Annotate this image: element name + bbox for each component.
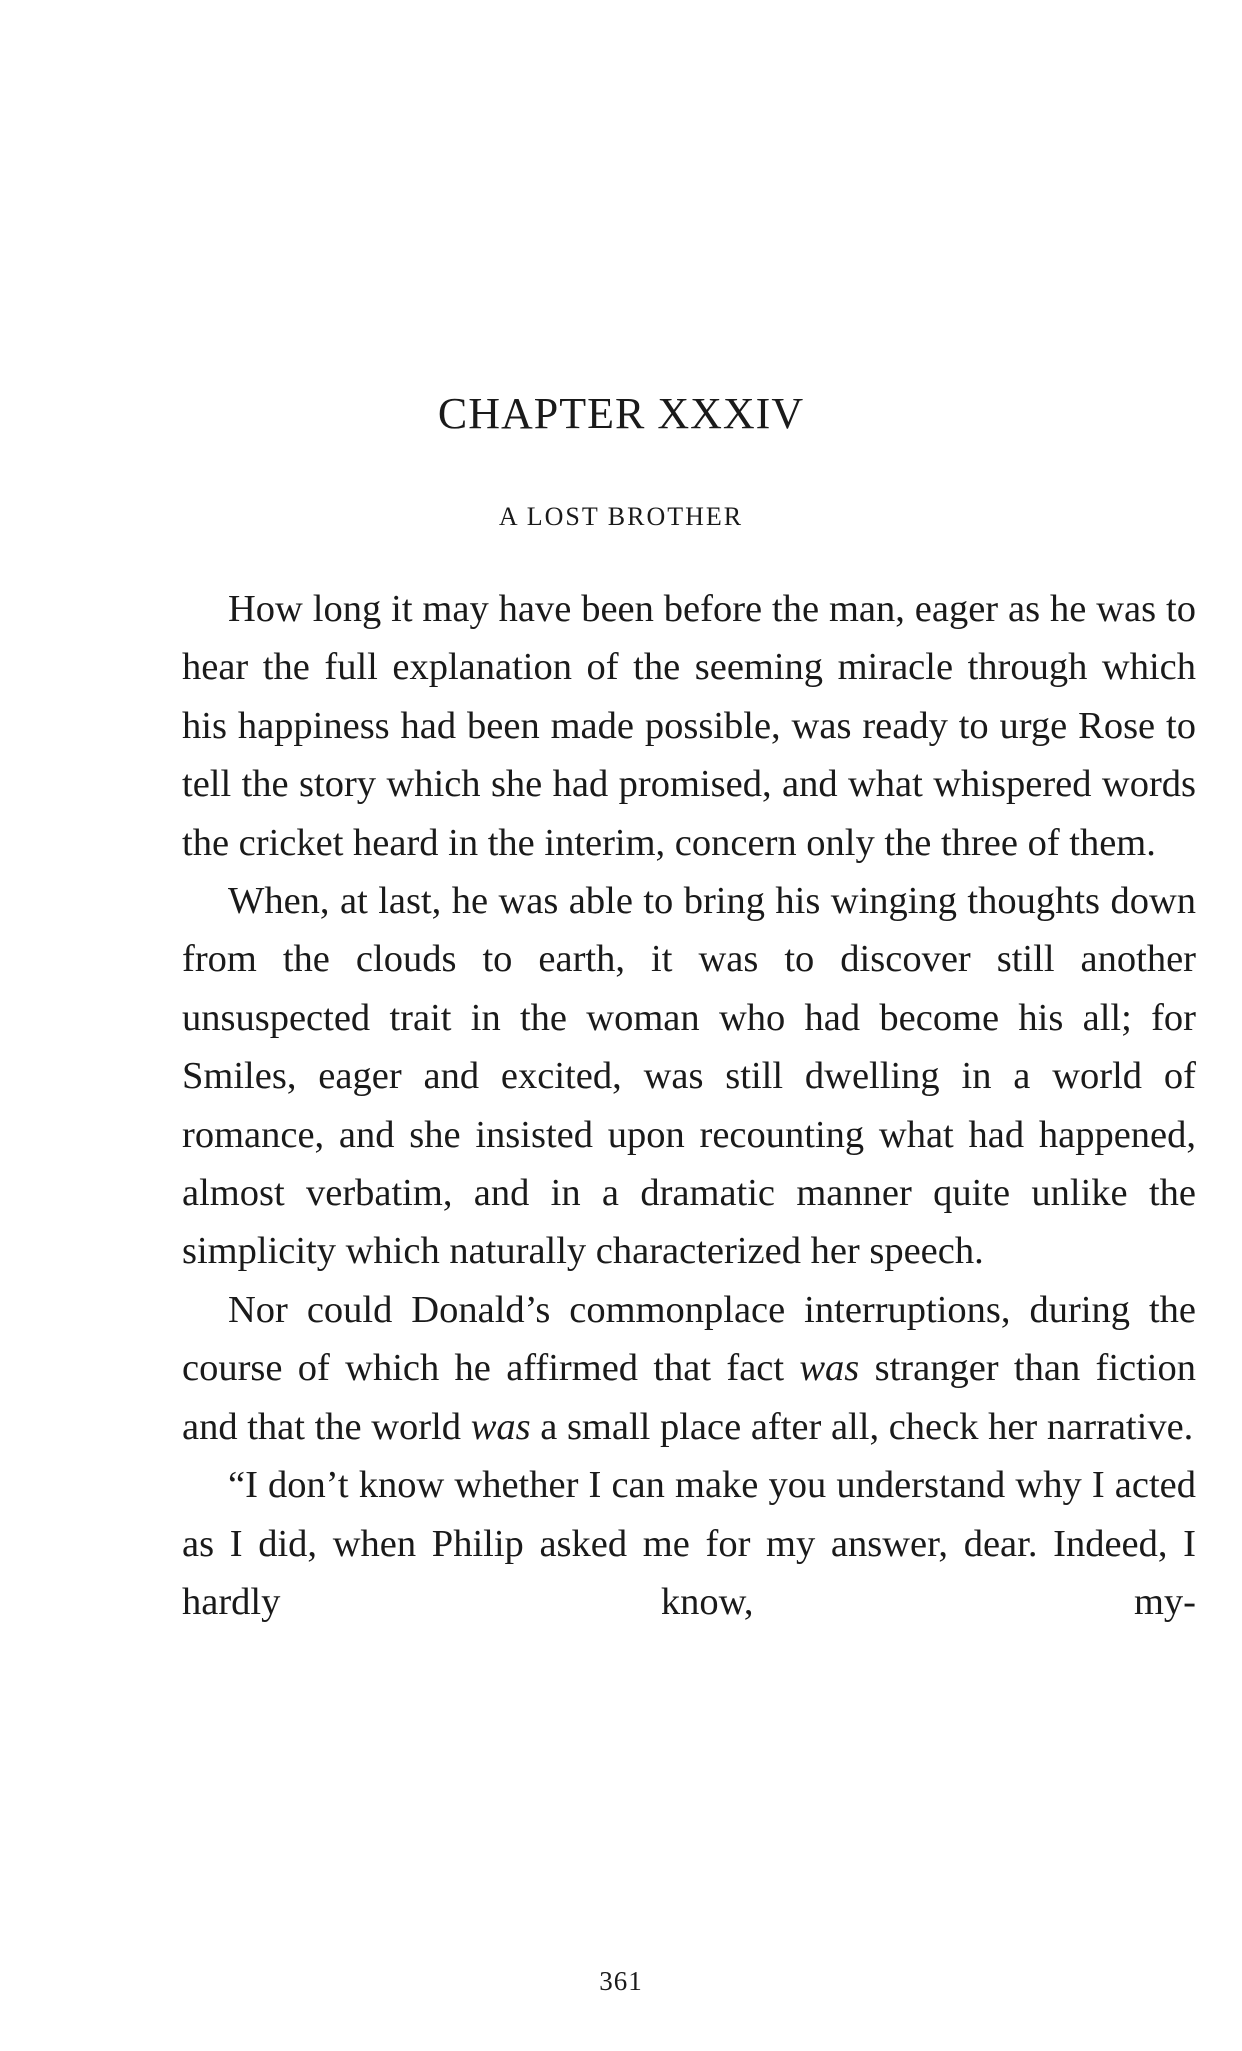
chapter-subtitle: A LOST BROTHER [498, 502, 744, 531]
paragraph-3-part-3: a small place after all, check her narrative. [530, 1405, 1194, 1448]
paragraph-3-part-2: stranger than fiction and that the world [182, 1347, 1196, 1448]
paragraph-2: When, at last, he was able to bring his winging thoughts down from the clouds to earth, it was to discover still another unsuspected trait in the woman who had become his all; for Smiles, eager and excited, was still dwelling in a world of romance, and she insisted upon recounting what had happened, almost verbatim, and in a dramatic manner quite unlike the simplicity which naturally characterized her speech. [182, 880, 1196, 1273]
paragraph-1: How long it may have been before the man, eager as he was to hear the full explanation of the seeming miracle through which his happiness had been made possible, was ready to urge Rose to tell the story which she had promised, and what whispered words the cricket heard in the interim, concern only the three of them. [182, 588, 1196, 864]
chapter-title: CHAPTER XXXIV [437, 389, 805, 438]
emphasis-was-2: was [470, 1405, 531, 1448]
emphasis-was-1: was [799, 1347, 860, 1390]
page-number: 361 [599, 1966, 643, 1996]
paragraph-3 [182, 1281, 1196, 1456]
paragraph-3-part-1: Nor could Donald’s commonplace interruptions, during the course of which he affirmed that fact [182, 1288, 1196, 1390]
paragraph-4: “I don’t know whether I can make you understand why I acted as I did, when Philip asked me for my answer, dear. Indeed, I hardly know, my- [182, 1464, 1196, 1623]
body-text [182, 580, 1196, 1631]
